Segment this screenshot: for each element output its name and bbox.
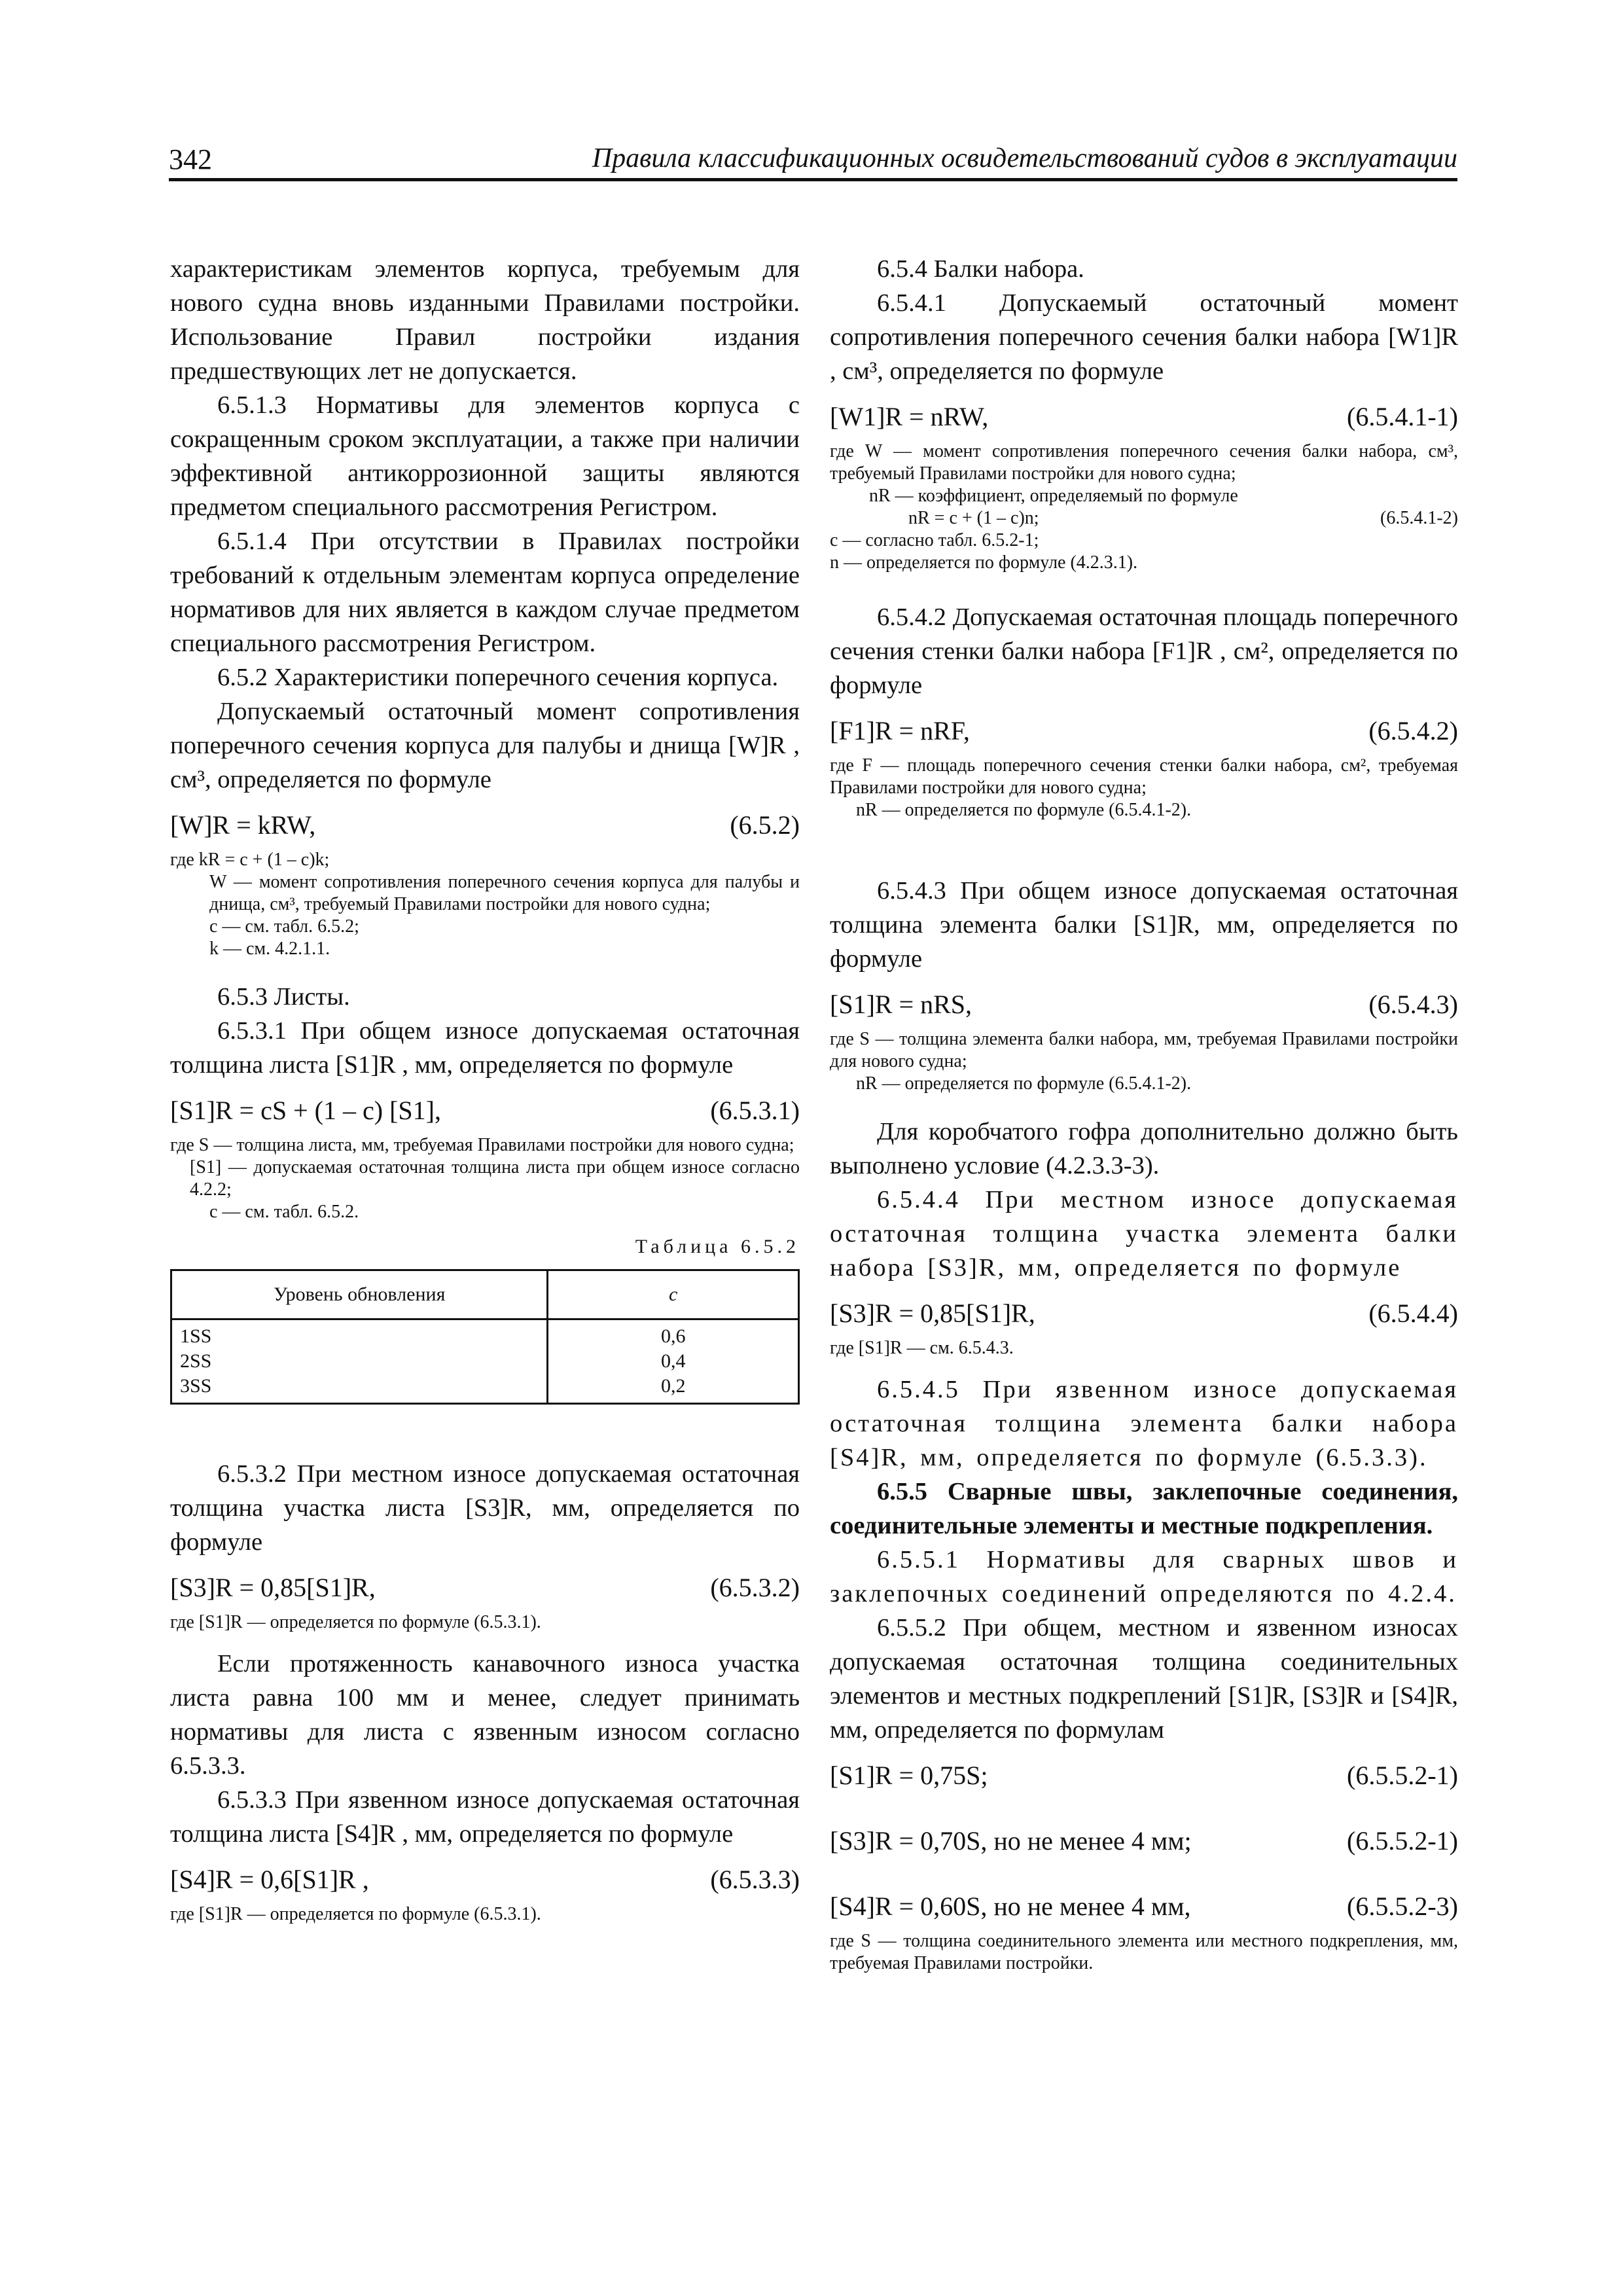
formula-expression: [S1]R = 0,75S; bbox=[830, 1761, 988, 1790]
definition: где kR = c + (1 – c)k; bbox=[170, 850, 330, 870]
formula-6-5-5-2-3 bbox=[830, 1890, 1458, 1924]
page-number: 342 bbox=[169, 143, 212, 175]
left-column bbox=[170, 252, 800, 1926]
paragraph-6-5-4-4: 6.5.4.4 При местном износе допускаемая остаточная толщина участка элемента балки набора [S3]R, мм, определяется по формуле bbox=[830, 1186, 1458, 1282]
formula-expression: [F1]R = nRF, bbox=[830, 716, 970, 745]
formula-definitions bbox=[830, 1028, 1458, 1095]
formula-6-5-5-2-1 bbox=[830, 1759, 1458, 1793]
paragraph-6-5-5-2: 6.5.5.2 При общем, местном и язвенном износах допускаемая остаточная толщина соединительных элементов и местных подкреплений [S1]R, [S3]R и [S4]R, мм, определяется по формулам bbox=[830, 1614, 1458, 1744]
formula-6-5-2 bbox=[170, 808, 800, 842]
definition: где S — толщина соединительного элемента или местного подкрепления, мм, требуемая Правилами постройки. bbox=[830, 1931, 1458, 1973]
formula-number: (6.5.5.2-1) bbox=[1347, 1761, 1458, 1790]
formula-definitions bbox=[170, 849, 800, 960]
right-column bbox=[830, 252, 1458, 1975]
formula-definitions bbox=[170, 1134, 800, 1223]
paragraph: Для коробчатого гофра дополнительно должно быть выполнено условие (4.2.3.3-3). bbox=[830, 1118, 1458, 1179]
definition: где F — площадь поперечного сечения стенки балки набора, см², требуемая Правилами постройки для нового судна; bbox=[830, 755, 1458, 798]
formula-expression: [S3]R = 0,85[S1]R, bbox=[170, 1573, 376, 1602]
definition: где S — толщина элемента балки набора, мм, требуемая Правилами постройки для нового судна; bbox=[830, 1029, 1458, 1071]
formula-expression: [S1]R = cS + (1 – c) [S1], bbox=[170, 1096, 441, 1125]
definition: nR — коэффициент, определяемый по формуле bbox=[869, 486, 1238, 506]
formula-expression: [S3]R = 0,70S, но не менее 4 мм; bbox=[830, 1826, 1192, 1856]
definition: k — см. 4.2.1.1. bbox=[209, 939, 330, 959]
formula-6-5-4-4 bbox=[830, 1297, 1458, 1331]
table-header: Уровень обновления bbox=[171, 1270, 548, 1319]
definition: c — согласно табл. 6.5.2-1; bbox=[830, 530, 1039, 550]
table-cell: 1SS 2SS 3SS bbox=[171, 1319, 548, 1404]
formula-6-5-4-2 bbox=[830, 714, 1458, 748]
paragraph: Допускаемый остаточный момент сопротивления поперечного сечения корпуса для палубы и днища [W]R , см³, определяется по формуле bbox=[170, 698, 800, 793]
formula-6-5-5-2-2 bbox=[830, 1824, 1458, 1858]
formula-6-5-3-1 bbox=[170, 1094, 800, 1128]
formula-6-5-4-1-1 bbox=[830, 400, 1458, 434]
definition: где W — момент сопротивления поперечного сечения балки набора, см³, требуемый Правилами постройки для нового судна; bbox=[830, 441, 1458, 484]
formula-definitions bbox=[170, 1611, 800, 1634]
heading-6-5-5: 6.5.5 Сварные швы, заклепочные соединения, соединительные элементы и местные подкрепления. bbox=[830, 1478, 1458, 1539]
formula-expression: [S1]R = nRS, bbox=[830, 990, 972, 1019]
definition: nR — определяется по формуле (6.5.4.1-2). bbox=[856, 800, 1192, 820]
definition: c — см. табл. 6.5.2. bbox=[209, 1202, 359, 1222]
paragraph-6-5-4-2: 6.5.4.2 Допускаемая остаточная площадь поперечного сечения стенки балки набора [F1]R , см², определяется по формуле bbox=[830, 603, 1458, 699]
paragraph-6-5-4-3: 6.5.4.3 При общем износе допускаемая остаточная толщина элемента балки [S1]R, мм, определяется по формуле bbox=[830, 877, 1458, 973]
heading-6-5-4: 6.5.4 Балки набора. bbox=[877, 255, 1084, 283]
formula-definitions bbox=[170, 1903, 800, 1926]
header-rule bbox=[169, 178, 1457, 181]
paragraph-6-5-4-1: 6.5.4.1 Допускаемый остаточный момент сопротивления поперечного сечения балки набора [W1]R , см³, определяется по формуле bbox=[830, 289, 1458, 385]
formula-expression: [S4]R = 0,60S, но не менее 4 мм, bbox=[830, 1892, 1191, 1921]
definition: W — момент сопротивления поперечного сечения корпуса для палубы и днища, см³, требуемый Правилами постройки для нового судна; bbox=[209, 872, 800, 914]
running-header-title: Правила классификационных освидетельствований судов в эксплуатации bbox=[592, 143, 1457, 173]
formula-definitions bbox=[830, 1337, 1458, 1359]
table-caption: Таблица 6.5.2 bbox=[635, 1236, 800, 1257]
definition-formula: nR = c + (1 – c)n; (6.5.4.1-2) bbox=[908, 508, 1458, 528]
paragraph-6-5-3-1: 6.5.3.1 При общем износе допускаемая остаточная толщина листа [S1]R , мм, определяется по формуле bbox=[170, 1017, 800, 1079]
formula-expression: [W1]R = nRW, bbox=[830, 402, 989, 431]
definition: где S — толщина листа, мм, требуемая Правилами постройки для нового судна; bbox=[170, 1135, 794, 1155]
definition: где [S1]R — определяется по формуле (6.5.3.1). bbox=[170, 1904, 541, 1924]
paragraph: характеристикам элементов корпуса, требуемым для нового судна вновь изданными Правилами постройки. Использование Правил постройки издания предшествующих лет не допускается. bbox=[170, 255, 800, 385]
formula-number: (6.5.5.2-1) bbox=[1347, 1826, 1458, 1856]
definition: n — определяется по формуле (4.2.3.1). bbox=[830, 552, 1138, 573]
table-cell: 0,6 0,4 0,2 bbox=[548, 1319, 799, 1404]
definition: [S1] — допускаемая остаточная толщина листа при общем износе согласно 4.2.2; bbox=[190, 1157, 800, 1200]
paragraph-6-5-3-2: 6.5.3.2 При местном износе допускаемая остаточная толщина участка листа [S3]R, мм, определяется по формуле bbox=[170, 1460, 800, 1556]
paragraph-6-5-4-5: 6.5.4.5 При язвенном износе допускаемая остаточная толщина элемента балки набора [S4]R, мм, определяется по формуле (6.5.3.3). bbox=[830, 1376, 1458, 1471]
formula-number: (6.5.4.3) bbox=[1368, 990, 1458, 1019]
paragraph-6-5-3-3: 6.5.3.3 При язвенном износе допускаемая остаточная толщина листа [S4]R , мм, определяется по формуле bbox=[170, 1786, 800, 1848]
formula-expression: [W]R = kRW, bbox=[170, 810, 316, 840]
formula-number: (6.5.3.1) bbox=[710, 1096, 800, 1125]
paragraph: Если протяженность канавочного износа участка листа равна 100 мм и менее, следует принимать нормативы для листа с язвенным износом согласно 6.5.3.3. bbox=[170, 1650, 800, 1780]
formula-6-5-3-3 bbox=[170, 1863, 800, 1897]
formula-number: (6.5.4.2) bbox=[1368, 716, 1458, 745]
table-6-5-2 bbox=[170, 1269, 800, 1405]
paragraph-6-5-5-1: 6.5.5.1 Нормативы для сварных швов и заклепочных соединений определяются по 4.2.4. bbox=[830, 1546, 1458, 1607]
heading-6-5-2: 6.5.2 Характеристики поперечного сечения корпуса. bbox=[217, 664, 779, 691]
definition: где [S1]R — определяется по формуле (6.5.3.1). bbox=[170, 1612, 541, 1632]
formula-definitions bbox=[830, 755, 1458, 821]
formula-number: (6.5.4.4) bbox=[1368, 1299, 1458, 1328]
table-header: c bbox=[548, 1270, 799, 1319]
formula-number: (6.5.5.2-3) bbox=[1347, 1892, 1458, 1921]
formula-6-5-3-2 bbox=[170, 1571, 800, 1605]
formula-number: (6.5.3.2) bbox=[710, 1573, 800, 1602]
formula-definitions bbox=[830, 1930, 1458, 1975]
formula-number: (6.5.2) bbox=[730, 810, 800, 840]
heading-6-5-3: 6.5.3 Листы. bbox=[217, 983, 350, 1011]
formula-number: (6.5.4.1-1) bbox=[1347, 402, 1458, 431]
formula-number: (6.5.3.3) bbox=[710, 1865, 800, 1894]
paragraph-6-5-1-3: 6.5.1.3 Нормативы для элементов корпуса с сокращенным сроком эксплуатации, а также при наличии эффективной антикоррозионной защиты являются предметом специального рассмотрения Регистром. bbox=[170, 391, 800, 521]
formula-definitions bbox=[830, 440, 1458, 574]
paragraph-6-5-1-4: 6.5.1.4 При отсутствии в Правилах постройки требований к отдельным элементам корпуса определение нормативов для них является в каждом случае предметом специального рассмотрения Регистром. bbox=[170, 528, 800, 657]
formula-expression: [S4]R = 0,6[S1]R , bbox=[170, 1865, 369, 1894]
table-row bbox=[171, 1319, 799, 1404]
formula-6-5-4-3 bbox=[830, 988, 1458, 1022]
formula-expression: [S3]R = 0,85[S1]R, bbox=[830, 1299, 1035, 1328]
definition: c — см. табл. 6.5.2; bbox=[209, 916, 359, 937]
definition: nR — определяется по формуле (6.5.4.1-2). bbox=[856, 1073, 1192, 1094]
definition: где [S1]R — см. 6.5.4.3. bbox=[830, 1338, 1014, 1358]
